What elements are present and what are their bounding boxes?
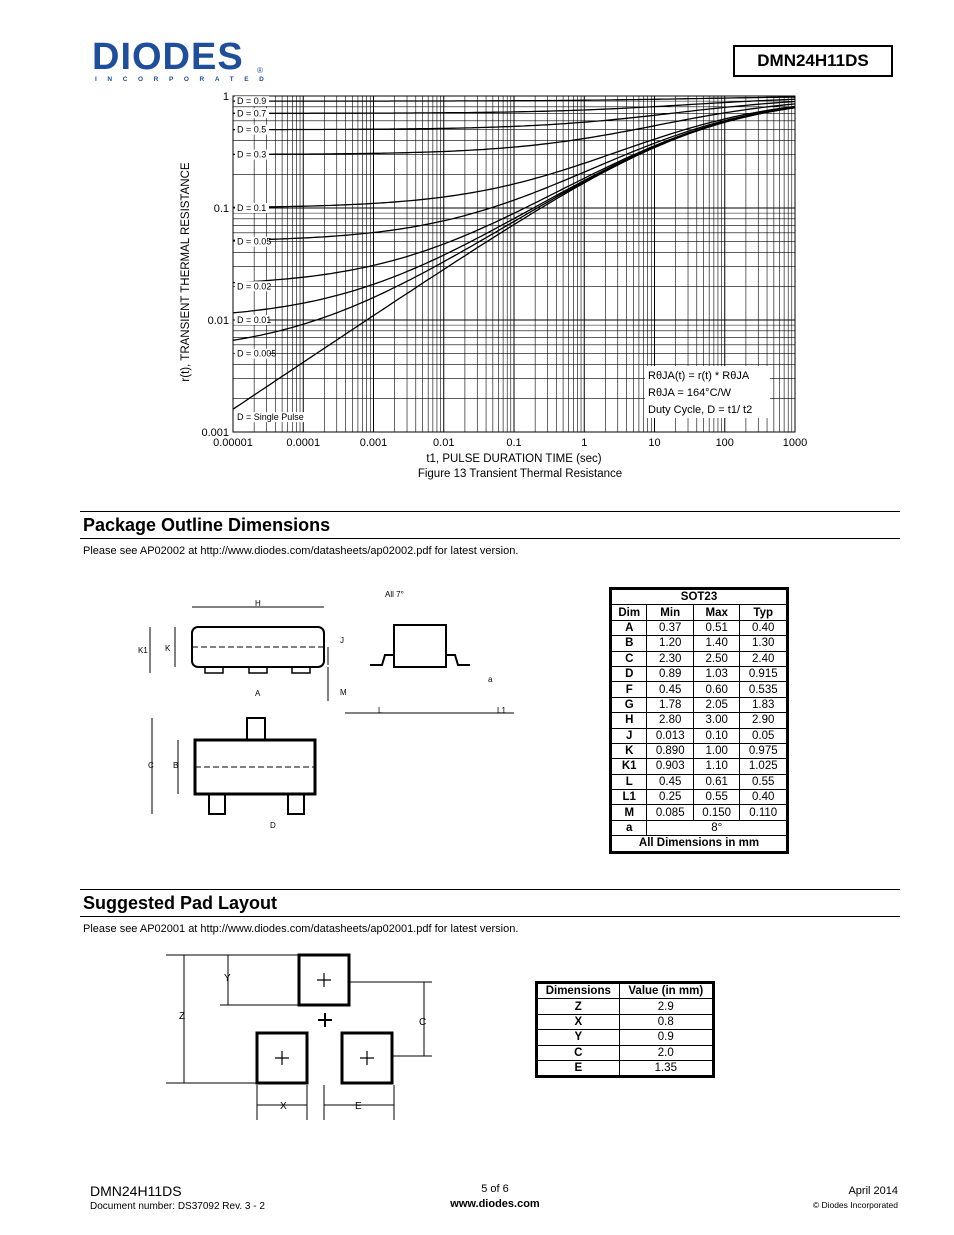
table-row bbox=[612, 790, 787, 805]
annotation-2: RθJA = 164°C/W bbox=[648, 387, 731, 399]
sot23-dimension-table bbox=[609, 587, 789, 854]
table-cell: 0.10 bbox=[693, 728, 739, 743]
divider bbox=[80, 538, 900, 539]
table-cell: 2.05 bbox=[693, 697, 739, 712]
table-cell: 0.40 bbox=[740, 790, 787, 805]
table-row bbox=[612, 728, 787, 743]
x-tick-label: 0.0001 bbox=[286, 437, 321, 449]
y-tick-label: 1 bbox=[222, 91, 229, 103]
column-header: Min bbox=[647, 605, 693, 620]
footer-page-number: 5 of 6 bbox=[481, 1183, 509, 1195]
svg-text:M: M bbox=[340, 688, 347, 697]
table-cell: E bbox=[538, 1060, 620, 1075]
table-cell: 0.903 bbox=[647, 759, 693, 774]
table-footer: All Dimensions in mm bbox=[612, 836, 787, 851]
x-tick-label: 0.001 bbox=[359, 437, 388, 449]
table-cell: 1.30 bbox=[740, 636, 787, 651]
table-row bbox=[612, 743, 787, 758]
y-tick-label: 0.1 bbox=[213, 203, 229, 215]
x-axis-label: t1, PULSE DURATION TIME (sec) bbox=[426, 453, 602, 465]
table-cell: 1.40 bbox=[693, 636, 739, 651]
divider bbox=[80, 511, 900, 512]
footer-doc-number: Document number: DS37092 Rev. 3 - 2 bbox=[90, 1201, 265, 1212]
thermal-resistance-chart bbox=[0, 0, 954, 500]
svg-text:All 7°: All 7° bbox=[385, 590, 404, 599]
pad-note: Please see AP02001 at http://www.diodes.com/datasheets/ap02001.pdf for latest version. bbox=[83, 923, 519, 935]
table-cell: 1.20 bbox=[647, 636, 693, 651]
svg-text:Z: Z bbox=[179, 1011, 186, 1022]
svg-text:B: B bbox=[173, 761, 179, 770]
y-axis-label: r(t), TRANSIENT THERMAL RESISTANCE bbox=[180, 162, 192, 382]
table-row bbox=[612, 682, 787, 697]
table-row bbox=[538, 1030, 713, 1045]
table-cell: F bbox=[612, 682, 647, 697]
table-row bbox=[538, 1060, 713, 1075]
table-cell: 0.110 bbox=[740, 805, 787, 820]
footer-date: April 2014 bbox=[848, 1185, 898, 1197]
series-label: D = 0.05 bbox=[237, 236, 272, 247]
chart-series-labels bbox=[235, 96, 305, 422]
svg-text:E: E bbox=[355, 1101, 362, 1112]
table-cell: C bbox=[538, 1045, 620, 1060]
series-label: D = 0.1 bbox=[237, 203, 267, 213]
table-cell: 2.90 bbox=[740, 713, 787, 728]
company-logo: DIODES bbox=[92, 36, 244, 78]
series-label: D = 0.02 bbox=[237, 281, 272, 292]
table-cell: B bbox=[612, 636, 647, 651]
series-label: D = 0.5 bbox=[237, 124, 267, 135]
chart-title: Figure 13 Transient Thermal Resistance bbox=[417, 468, 623, 480]
table-cell: 0.61 bbox=[693, 774, 739, 789]
company-logo-subtitle: INCORPORATED bbox=[95, 76, 275, 83]
svg-text:J: J bbox=[340, 636, 344, 645]
table-cell: H bbox=[612, 713, 647, 728]
pad-section-title: Suggested Pad Layout bbox=[83, 893, 278, 913]
table-cell: 1.10 bbox=[693, 759, 739, 774]
svg-text:L1: L1 bbox=[497, 706, 506, 715]
table-title: SOT23 bbox=[612, 590, 787, 605]
table-cell: 0.9 bbox=[619, 1030, 712, 1045]
table-row bbox=[612, 805, 787, 820]
table-row bbox=[538, 1014, 713, 1029]
footer-url[interactable]: www.diodes.com bbox=[450, 1198, 540, 1210]
table-cell: 0.975 bbox=[740, 743, 787, 758]
table-cell: L bbox=[612, 774, 647, 789]
table-cell: 0.37 bbox=[647, 620, 693, 635]
svg-text:Y: Y bbox=[224, 973, 231, 984]
column-header: Typ bbox=[740, 605, 787, 620]
table-cell: 2.9 bbox=[619, 999, 712, 1014]
table-cell: Z bbox=[538, 999, 620, 1014]
table-cell: 0.25 bbox=[647, 790, 693, 805]
annotation-1: RθJA(t) = r(t) * RθJA bbox=[648, 370, 750, 382]
table-row bbox=[538, 999, 713, 1014]
y-tick-label: 0.01 bbox=[207, 315, 229, 327]
x-tick-label: 0.00001 bbox=[213, 437, 253, 449]
table-cell: L1 bbox=[612, 790, 647, 805]
table-cell: A bbox=[612, 620, 647, 635]
table-cell: 0.535 bbox=[740, 682, 787, 697]
table-row bbox=[612, 774, 787, 789]
y-tick-label: 0.001 bbox=[201, 427, 229, 439]
column-header: Dimensions bbox=[538, 984, 620, 999]
svg-text:C: C bbox=[148, 761, 154, 770]
svg-text:a: a bbox=[488, 675, 493, 684]
svg-text:C: C bbox=[419, 1017, 427, 1028]
x-tick-label: 100 bbox=[715, 437, 734, 449]
package-outline-drawing bbox=[130, 585, 530, 845]
table-cell: Y bbox=[538, 1030, 620, 1045]
table-cell: 2.50 bbox=[693, 651, 739, 666]
table-cell: 1.35 bbox=[619, 1060, 712, 1075]
table-cell: M bbox=[612, 805, 647, 820]
table-cell: G bbox=[612, 697, 647, 712]
annotation-3: Duty Cycle, D = t1/ t2 bbox=[648, 404, 753, 416]
table-cell: 0.013 bbox=[647, 728, 693, 743]
x-tick-label: 1000 bbox=[782, 437, 808, 449]
table-cell: 2.80 bbox=[647, 713, 693, 728]
table-cell: 2.30 bbox=[647, 651, 693, 666]
series-label: D = Single Pulse bbox=[237, 412, 304, 423]
table-cell: J bbox=[612, 728, 647, 743]
table-row bbox=[612, 759, 787, 774]
x-tick-label: 0.01 bbox=[433, 437, 455, 449]
table-cell: 0.45 bbox=[647, 682, 693, 697]
part-number-box: DMN24H11DS bbox=[733, 45, 893, 77]
table-cell: X bbox=[538, 1014, 620, 1029]
column-header: Value (in mm) bbox=[619, 984, 712, 999]
table-cell: C bbox=[612, 651, 647, 666]
registered-mark-icon: ® bbox=[257, 66, 263, 75]
table-cell: 0.55 bbox=[740, 774, 787, 789]
svg-text:L: L bbox=[378, 706, 383, 715]
divider bbox=[80, 916, 900, 917]
table-row bbox=[612, 620, 787, 635]
x-tick-label: 1 bbox=[581, 437, 588, 449]
divider bbox=[80, 889, 900, 890]
table-cell: K1 bbox=[612, 759, 647, 774]
table-cell: 0.51 bbox=[693, 620, 739, 635]
svg-text:H: H bbox=[255, 599, 261, 608]
table-row bbox=[612, 666, 787, 681]
table-cell: 3.00 bbox=[693, 713, 739, 728]
table-cell: 1.00 bbox=[693, 743, 739, 758]
table-cell: 1.78 bbox=[647, 697, 693, 712]
table-cell: 0.05 bbox=[740, 728, 787, 743]
package-section-title: Package Outline Dimensions bbox=[83, 515, 331, 535]
series-label: D = 0.7 bbox=[237, 108, 267, 119]
table-cell: 1.03 bbox=[693, 666, 739, 681]
x-tick-label: 10 bbox=[648, 437, 661, 449]
table-cell: 0.55 bbox=[693, 790, 739, 805]
table-cell: 1.83 bbox=[740, 697, 787, 712]
series-label: D = 0.005 bbox=[237, 348, 277, 359]
svg-text:X: X bbox=[280, 1101, 287, 1112]
series-label: D = 0.01 bbox=[237, 315, 272, 325]
svg-text:K: K bbox=[165, 644, 171, 653]
table-cell: 0.150 bbox=[693, 805, 739, 820]
table-cell: 0.890 bbox=[647, 743, 693, 758]
table-cell: 0.085 bbox=[647, 805, 693, 820]
table-cell: 0.45 bbox=[647, 774, 693, 789]
table-cell: 2.40 bbox=[740, 651, 787, 666]
table-row bbox=[612, 697, 787, 712]
table-cell: K bbox=[612, 743, 647, 758]
footer-copyright: © Diodes Incorporated bbox=[812, 1200, 898, 1210]
pad-dimension-table bbox=[535, 981, 715, 1078]
x-tick-label: 0.1 bbox=[506, 437, 522, 449]
svg-text:A: A bbox=[255, 689, 261, 698]
series-label: D = 0.9 bbox=[237, 96, 267, 107]
column-header: Max bbox=[693, 605, 739, 620]
table-cell: 1.025 bbox=[740, 759, 787, 774]
dim-a-label: a bbox=[612, 820, 647, 835]
svg-text:D: D bbox=[270, 821, 276, 830]
table-cell: 0.60 bbox=[693, 682, 739, 697]
table-cell: 0.8 bbox=[619, 1014, 712, 1029]
table-row bbox=[538, 1045, 713, 1060]
series-label: D = 0.3 bbox=[237, 149, 267, 160]
svg-text:K1: K1 bbox=[138, 646, 148, 655]
table-cell: 0.915 bbox=[740, 666, 787, 681]
table-cell: 0.40 bbox=[740, 620, 787, 635]
table-row bbox=[612, 636, 787, 651]
table-row bbox=[612, 651, 787, 666]
footer-part-number: DMN24H11DS bbox=[90, 1183, 182, 1199]
column-header: Dim bbox=[612, 605, 647, 620]
dim-a-value: 8° bbox=[647, 820, 787, 835]
table-cell: 2.0 bbox=[619, 1045, 712, 1060]
table-row bbox=[612, 713, 787, 728]
table-cell: 0.89 bbox=[647, 666, 693, 681]
pad-layout-drawing bbox=[160, 945, 460, 1125]
package-note: Please see AP02002 at http://www.diodes.com/datasheets/ap02002.pdf for latest version. bbox=[83, 545, 519, 557]
table-cell: D bbox=[612, 666, 647, 681]
